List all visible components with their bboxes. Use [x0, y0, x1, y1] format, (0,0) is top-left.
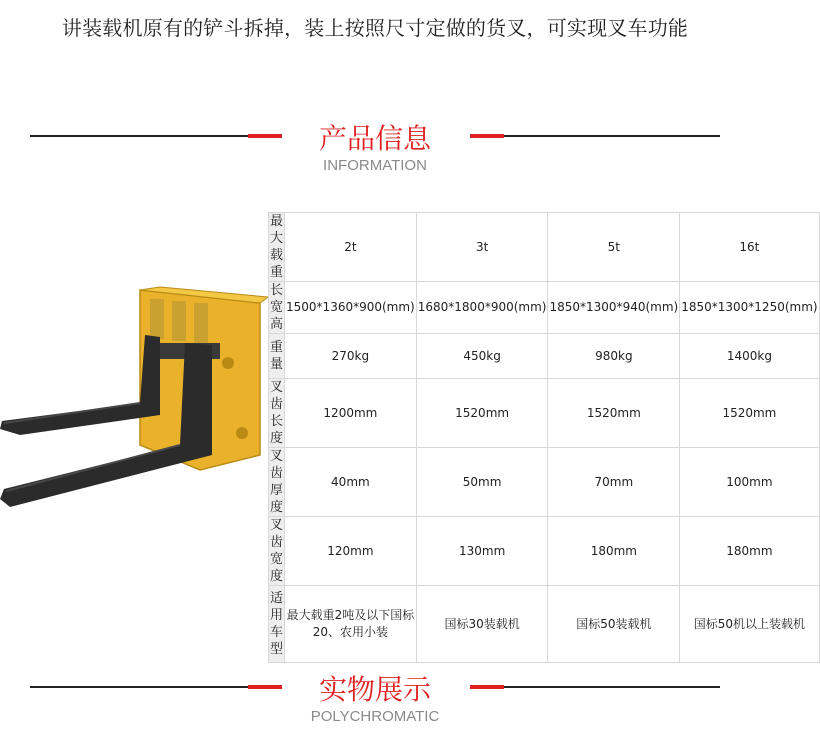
table-row	[269, 282, 820, 334]
forklift-attachment-image	[0, 285, 270, 525]
frame-slot	[194, 303, 208, 343]
table-cell: 100mm	[680, 448, 819, 517]
table-cell: 5t	[548, 213, 680, 282]
table-cell: 120mm	[285, 517, 417, 586]
row-label: 适用车型	[269, 586, 285, 663]
table-cell: 最大载重2吨及以下国标20、农用小装	[285, 586, 417, 663]
section-subtitle: INFORMATION	[323, 157, 427, 174]
table-row	[269, 379, 820, 448]
table-cell: 3t	[416, 213, 548, 282]
section-title: 实物展示	[318, 673, 431, 706]
table-row	[269, 334, 820, 379]
table-cell: 1850*1300*940(mm)	[548, 282, 680, 334]
section-header-polychromatic	[0, 673, 750, 756]
table-cell: 180mm	[548, 517, 680, 586]
table-row	[269, 448, 820, 517]
banner-text: 讲装载机原有的铲斗拆掉，装上按照尺寸定做的货叉，可实现叉车功能	[61, 16, 689, 40]
table-row	[269, 213, 820, 282]
table-cell: 国标50装载机	[548, 586, 680, 663]
table-cell: 70mm	[548, 448, 680, 517]
frame-bolt	[222, 357, 234, 369]
table-cell: 1850*1300*1250(mm)	[680, 282, 819, 334]
frame-slot	[150, 299, 164, 339]
table-cell: 国标30装载机	[416, 586, 548, 663]
table-cell: 1500*1360*900(mm)	[285, 282, 417, 334]
table-row	[269, 586, 820, 663]
table-cell: 1520mm	[680, 379, 819, 448]
table-cell: 180mm	[680, 517, 819, 586]
table-cell: 1680*1800*900(mm)	[416, 282, 548, 334]
table-cell: 980kg	[548, 334, 680, 379]
table-cell: 2t	[285, 213, 417, 282]
table-cell: 16t	[680, 213, 819, 282]
spec-table	[268, 212, 820, 663]
frame-slot	[172, 301, 186, 341]
table-cell: 40mm	[285, 448, 417, 517]
table-cell: 450kg	[416, 334, 548, 379]
table-cell: 1520mm	[416, 379, 548, 448]
row-label: 叉齿宽度	[270, 518, 284, 584]
table-cell: 130mm	[416, 517, 548, 586]
frame-bolt	[236, 427, 248, 439]
section-subtitle: POLYCHROMATIC	[310, 708, 440, 725]
row-label: 最大载重	[270, 214, 284, 280]
table-cell: 1520mm	[548, 379, 680, 448]
table-cell: 50mm	[416, 448, 548, 517]
table-row	[269, 517, 820, 586]
table-cell: 1200mm	[285, 379, 417, 448]
row-label: 重量	[269, 334, 285, 379]
table-cell: 270kg	[285, 334, 417, 379]
row-label: 叉齿长度	[270, 380, 284, 446]
table-cell: 国标50机以上装载机	[680, 586, 819, 663]
row-label: 叉齿厚度	[270, 449, 284, 515]
row-label: 长宽高	[270, 283, 284, 332]
table-cell: 1400kg	[680, 334, 819, 379]
section-header-information	[0, 122, 750, 205]
section-title: 产品信息	[318, 122, 431, 155]
